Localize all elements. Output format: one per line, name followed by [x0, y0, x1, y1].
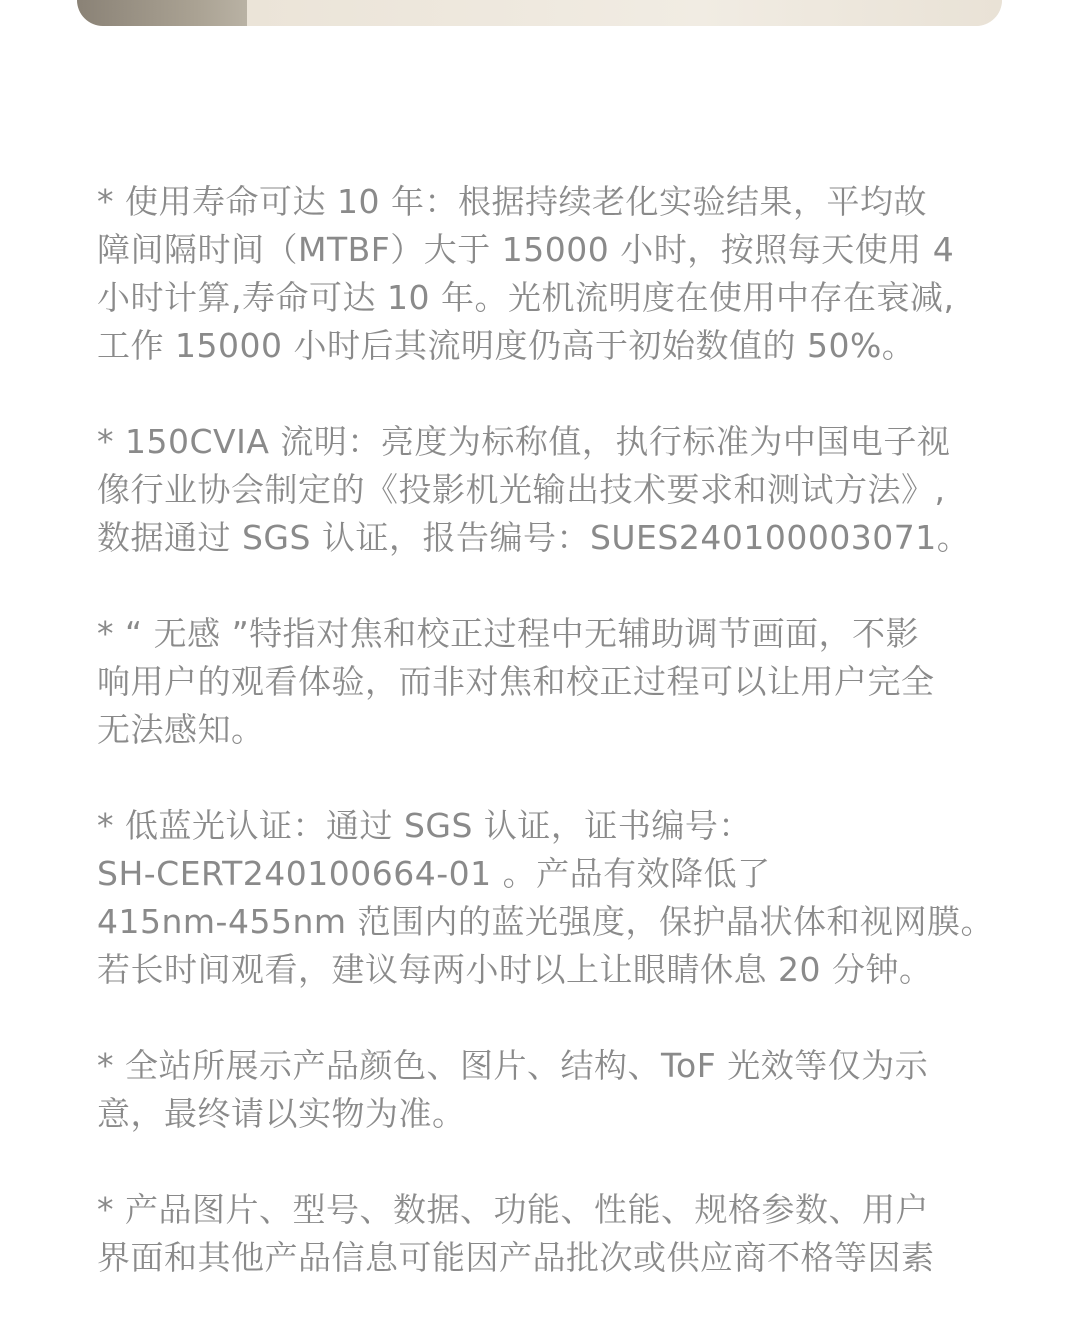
note-lifespan: * 使用寿命可达 10 年：根据持续老化实验结果，平均故 障间隔时间（MTBF）大于 15000 小时，按照每天使用 4 小时计算,寿命可达 10 年。光机流明度在使用中存在衰减, 工作 15000 小时后其流明度仍高于初始数值的 50%。 — [97, 182, 955, 365]
note-seamless-focus: * “ 无感 ”特指对焦和校正过程中无辅助调节画面，不影 响用户的观看体验，而非对焦和校正过程可以让用户完全 无法感知。 — [97, 614, 935, 749]
note-low-blue-light: * 低蓝光认证：通过 SGS 认证，证书编号： SH-CERT240100664-01 。产品有效降低了 415nm-455nm 范围内的蓝光强度，保护晶状体和视网膜。 若长时间观看，建议每两小时以上让眼睛休息 20 分钟。 — [97, 806, 994, 989]
note-lumens: * 150CVIA 流明：亮度为标称值，执行标准为中国电子视 像行业协会制定的《投影机光输出技术要求和测试方法》, 数据通过 SGS 认证，报告编号：SUES240100003071。 — [97, 422, 971, 557]
product-image-bottom-edge — [77, 0, 1002, 26]
product-image-light-section — [247, 0, 1002, 26]
note-display-illustrative: * 全站所展示产品颜色、图片、结构、ToF 光效等仅为示 意，最终请以实物为准。 — [97, 1046, 929, 1133]
note-product-info: * 产品图片、型号、数据、功能、性能、规格参数、用户 界面和其他产品信息可能因产品批次或供应商不格等因素 — [97, 1190, 935, 1277]
product-image-dark-section — [77, 0, 247, 26]
disclaimer-notes — [97, 178, 997, 1330]
